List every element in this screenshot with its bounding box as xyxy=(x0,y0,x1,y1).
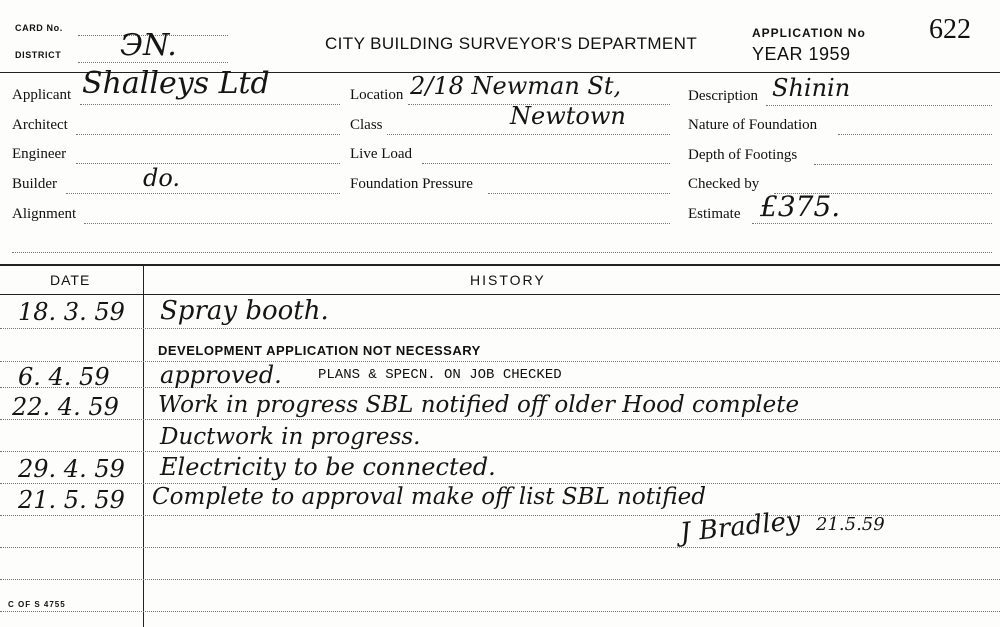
history-date: 22. 4. 59 xyxy=(12,393,119,421)
application-label: APPLICATION No xyxy=(752,26,866,40)
district-label: DISTRICT xyxy=(15,50,62,60)
form-code: C OF S 4755 xyxy=(8,600,66,609)
history-date: 21. 5. 59 xyxy=(18,486,125,514)
applicant-label: Applicant xyxy=(12,87,72,103)
column-divider xyxy=(143,264,144,627)
location-label: Location xyxy=(350,87,404,103)
checked-by-label: Checked by xyxy=(688,176,760,192)
history-text: Complete to approval make off list SBL notified xyxy=(152,484,706,510)
depth-of-footings-label: Depth of Footings xyxy=(688,147,798,163)
description-value: Shinin xyxy=(772,74,851,102)
foundation-pressure-label: Foundation Pressure xyxy=(350,176,473,192)
history-date: 6. 4. 59 xyxy=(18,363,110,391)
history-text: approved. xyxy=(160,361,282,389)
date-column-header: DATE xyxy=(50,272,91,288)
location-value-continued: Newtown xyxy=(510,102,626,130)
architect-label: Architect xyxy=(12,117,68,133)
builder-label: Builder xyxy=(12,176,57,192)
development-stamp: DEVELOPMENT APPLICATION NOT NECESSARY xyxy=(158,343,481,358)
class-label: Class xyxy=(350,117,383,133)
estimate-label: Estimate xyxy=(688,206,741,222)
location-value: 2/18 Newman St, xyxy=(410,72,622,100)
card-no-label: CARD No. xyxy=(15,23,63,33)
department-title: CITY BUILDING SURVEYOR'S DEPARTMENT xyxy=(325,34,698,53)
history-text: Work in progress SBL notified off older Hood complete xyxy=(158,392,800,418)
live-load-label: Live Load xyxy=(350,146,413,162)
year-label: YEAR 1959 xyxy=(752,44,851,64)
description-label: Description xyxy=(688,88,758,104)
district-value: ЭN. xyxy=(120,28,177,63)
history-date: 29. 4. 59 xyxy=(18,455,125,483)
engineer-label: Engineer xyxy=(12,146,67,162)
history-date: 18. 3. 59 xyxy=(18,298,125,326)
history-column-header: HISTORY xyxy=(470,272,546,288)
history-text: Spray booth. xyxy=(160,296,329,326)
plans-checked-stamp: PLANS & SPECN. ON JOB CHECKED xyxy=(318,367,562,383)
builder-value: do. xyxy=(143,164,181,192)
signature: J Bradley xyxy=(678,505,803,549)
nature-of-foundation-label: Nature of Foundation xyxy=(688,117,818,133)
application-number: 622 xyxy=(929,14,971,45)
history-text: Electricity to be connected. xyxy=(160,453,496,481)
history-text: Ductwork in progress. xyxy=(160,424,421,450)
alignment-label: Alignment xyxy=(12,206,77,222)
applicant-value: Shalleys Ltd xyxy=(82,66,270,101)
estimate-value: £375. xyxy=(760,190,841,223)
signature-date: 21.5.59 xyxy=(816,514,885,535)
